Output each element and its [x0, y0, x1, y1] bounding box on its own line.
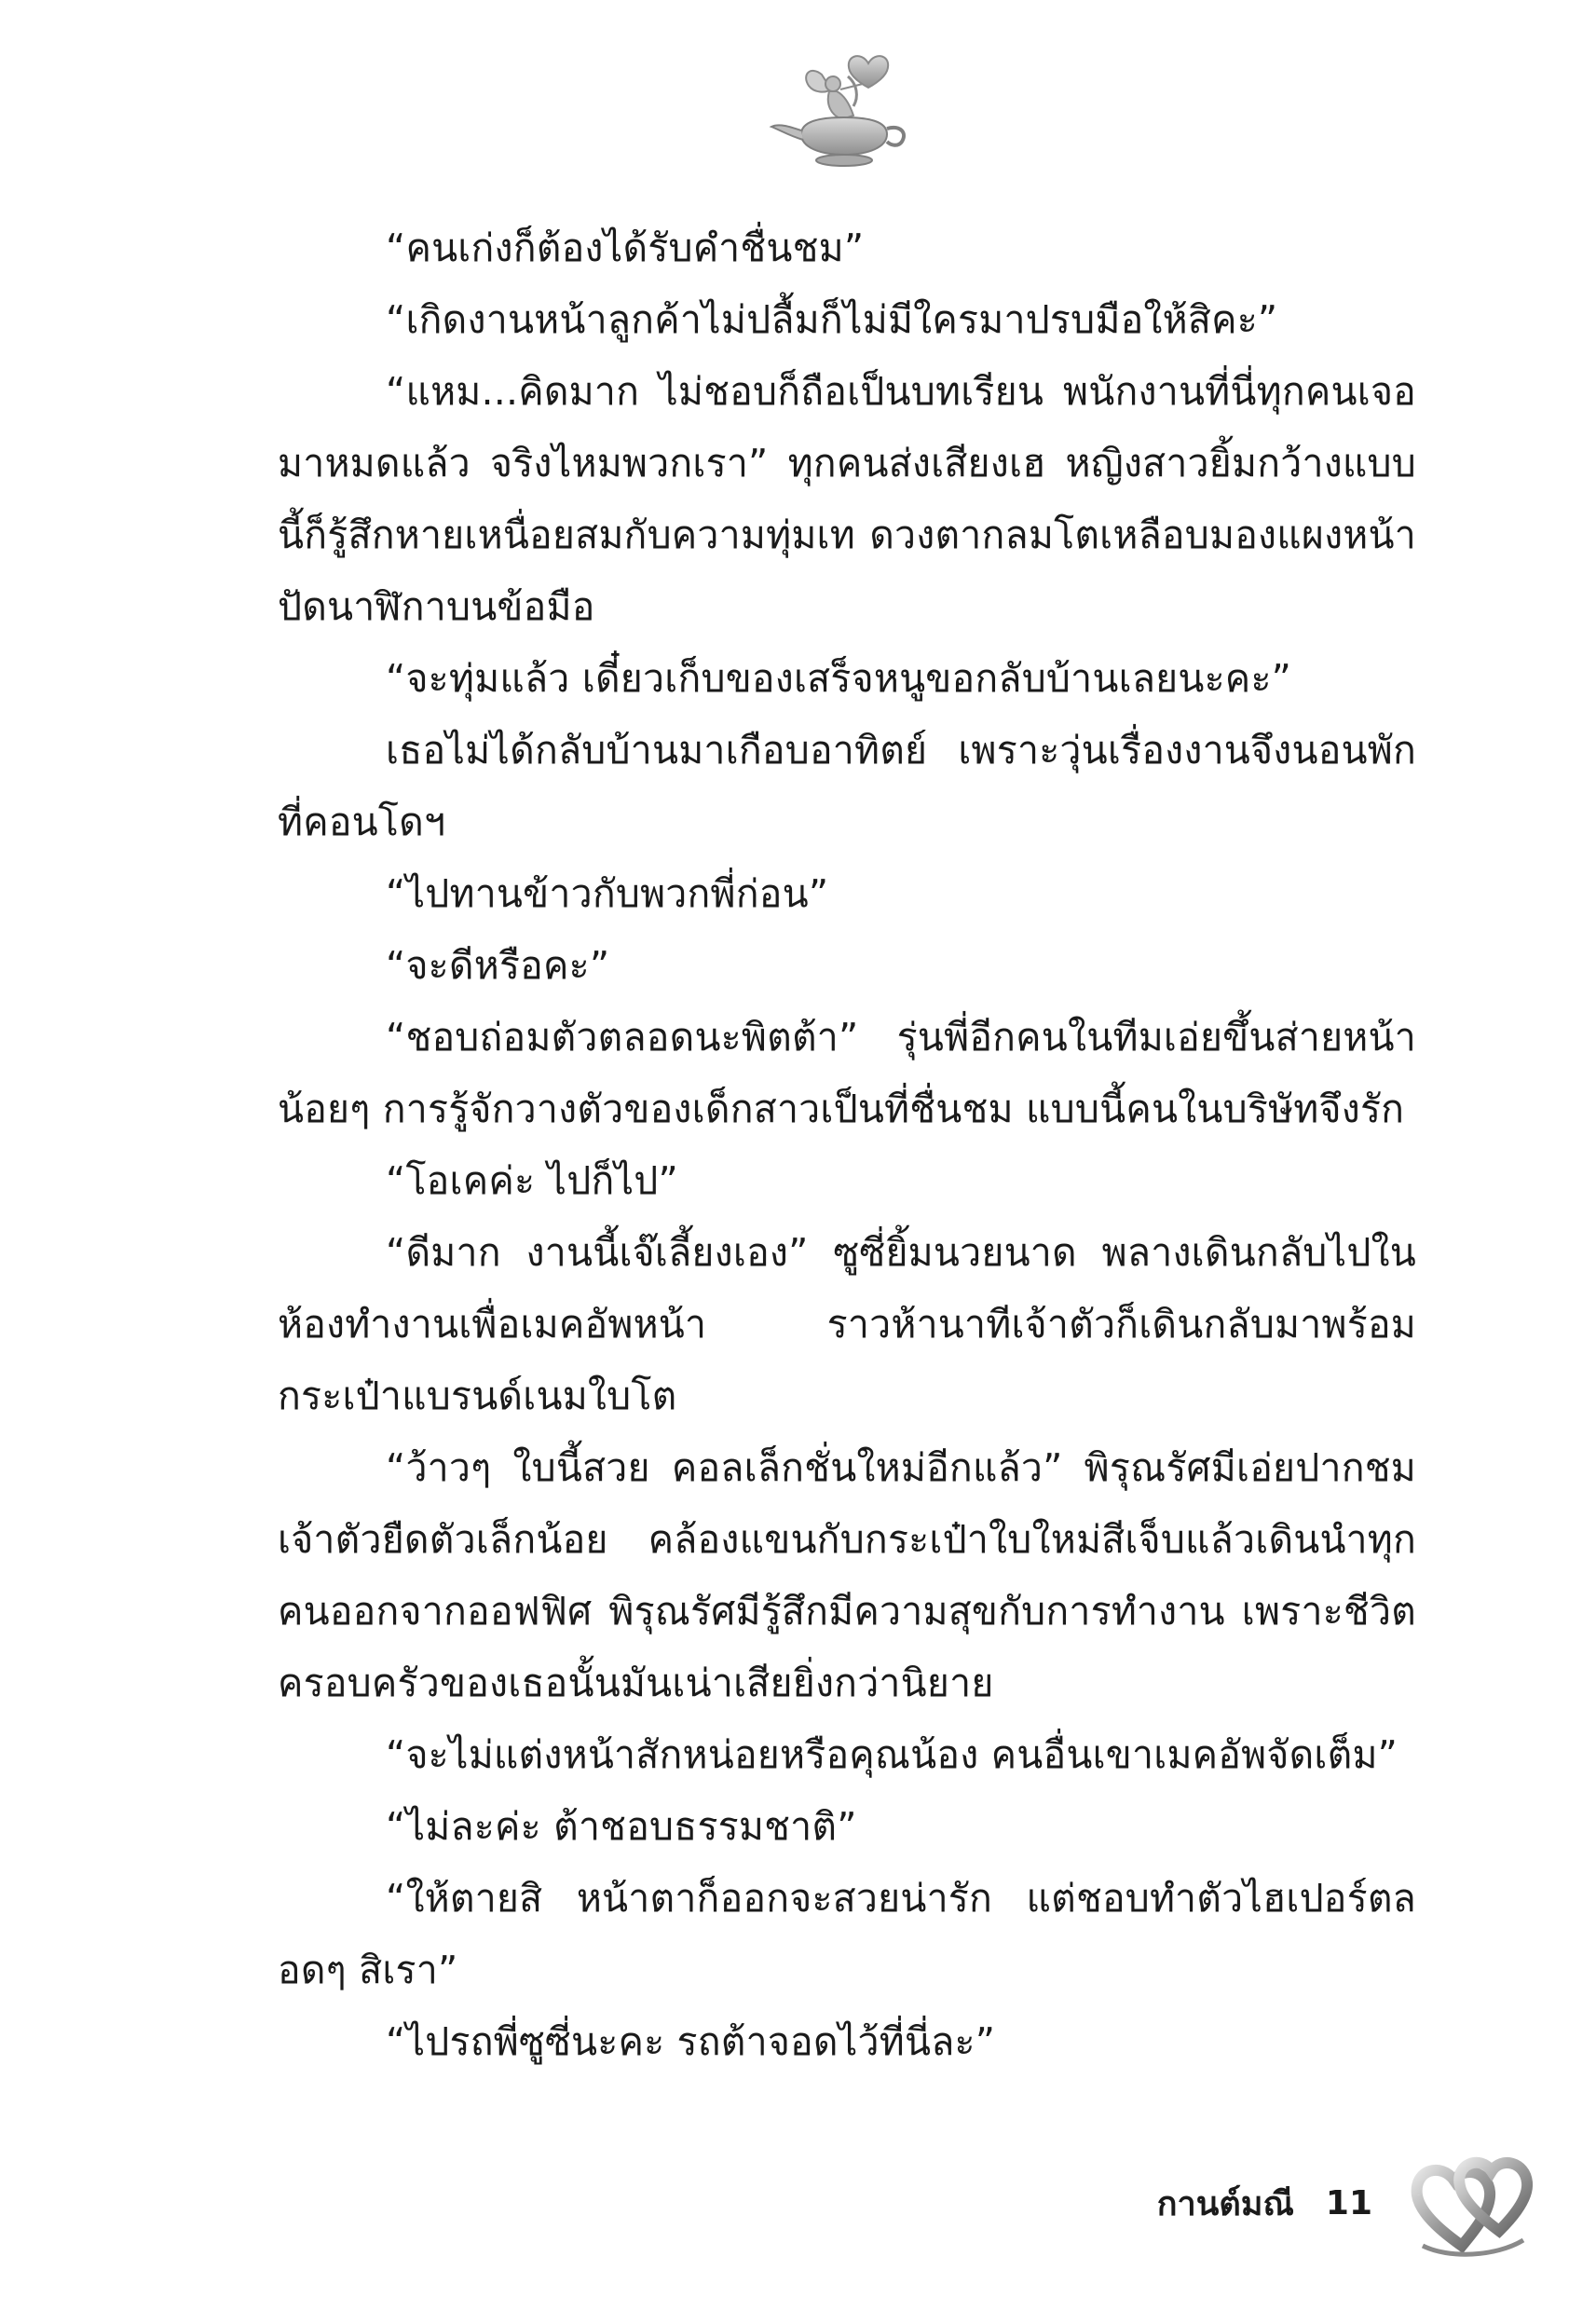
book-title: กานต์มณี	[1156, 2184, 1294, 2223]
paragraph: “ว้าวๆ ใบนี้สวย คอลเล็กชั่นใหม่อีกแล้ว” พิรุณรัศมีเอ่ยปากชมเจ้าตัวยืดตัวเล็กน้อย คล้องแขนกับกระเป๋าใบใหม่สีเจ็บแล้วเดินนำทุกคนออกจากออฟฟิศ พิรุณรัศมีรู้สึกมีความสุขกับการทำงาน เพราะชีวิตครอบครัวของเธอนั้นมันเน่าเสียยิ่งกว่านิยาย	[278, 1445, 1416, 1705]
paragraph: “จะไม่แต่งหน้าสักหน่อยหรือคุณน้อง คนอื่นเขาเมคอัพจัดเต็ม”	[386, 1732, 1398, 1777]
paragraph: “คนเก่งก็ต้องได้รับคำชื่นชม”	[386, 226, 865, 270]
paragraph: “เกิดงานหน้าลูกค้าไม่ปลื้มก็ไม่มีใครมาปรบมือให้สิคะ”	[386, 297, 1278, 342]
paragraph: “แหม...คิดมาก ไม่ชอบก็ถือเป็นบทเรียน พนักงานที่นี่ทุกคนเจอมาหมดแล้ว จริงไหมพวกเรา” ทุกคนส่งเสียงเฮ หญิงสาวยิ้มกว้างแบบนี้ก็รู้สึกหายเหนื่อยสมกับความทุ่มเท ดวงตากลมโตเหลือบมองแผงหน้าปัดนาฬิกาบนข้อมือ	[278, 369, 1416, 629]
paragraph: “จะดีหรือคะ”	[386, 943, 610, 988]
paragraph: “จะทุ่มแล้ว เดี๋ยวเก็บของเสร็จหนูขอกลับบ้านเลยนะคะ”	[386, 656, 1292, 701]
paragraph: เธอไม่ได้กลับบ้านมาเกือบอาทิตย์ เพราะวุ่นเรื่องงานจึงนอนพักที่คอนโดฯ	[278, 728, 1416, 844]
page-number: 11	[1325, 2183, 1372, 2222]
paragraph: “ให้ตายสิ หน้าตาก็ออกจะสวยน่ารัก แต่ชอบทำตัวไฮเปอร์ตลอดๆ สิเรา”	[278, 1876, 1416, 1992]
cupid-teapot-icon	[764, 37, 922, 177]
paragraph: “ดีมาก งานนี้เจ๊เลี้ยงเอง” ซูซี่ยิ้มนวยนาด พลางเดินกลับไปในห้องทำงานเพื่อเมคอัพหน้า ราวห้านาทีเจ้าตัวก็เดินกลับมาพร้อมกระเป๋าแบรนด์เนมใบโต	[278, 1230, 1416, 1418]
paragraph: “ไปรถพี่ซูซี่นะคะ รถต้าจอดไว้ที่นี่ละ”	[386, 2019, 996, 2064]
paragraph: “ไปทานข้าวกับพวกพี่ก่อน”	[386, 871, 829, 916]
interlocked-hearts-icon	[1402, 2143, 1542, 2264]
body-text	[278, 212, 1416, 2078]
paragraph: “โอเคค่ะ ไปก็ไป”	[386, 1158, 678, 1203]
page-footer	[1157, 2175, 1372, 2231]
paragraph: “ไม่ละค่ะ ต้าชอบธรรมชาติ”	[386, 1804, 857, 1849]
paragraph: “ชอบถ่อมตัวตลอดนะพิตต้า” รุ่นพี่อีกคนในทีมเอ่ยขึ้นส่ายหน้าน้อยๆ การรู้จักวางตัวของเด็กสาวเป็นที่ชื่นชม แบบนี้คนในบริษัทจึงรัก	[278, 1015, 1416, 1131]
